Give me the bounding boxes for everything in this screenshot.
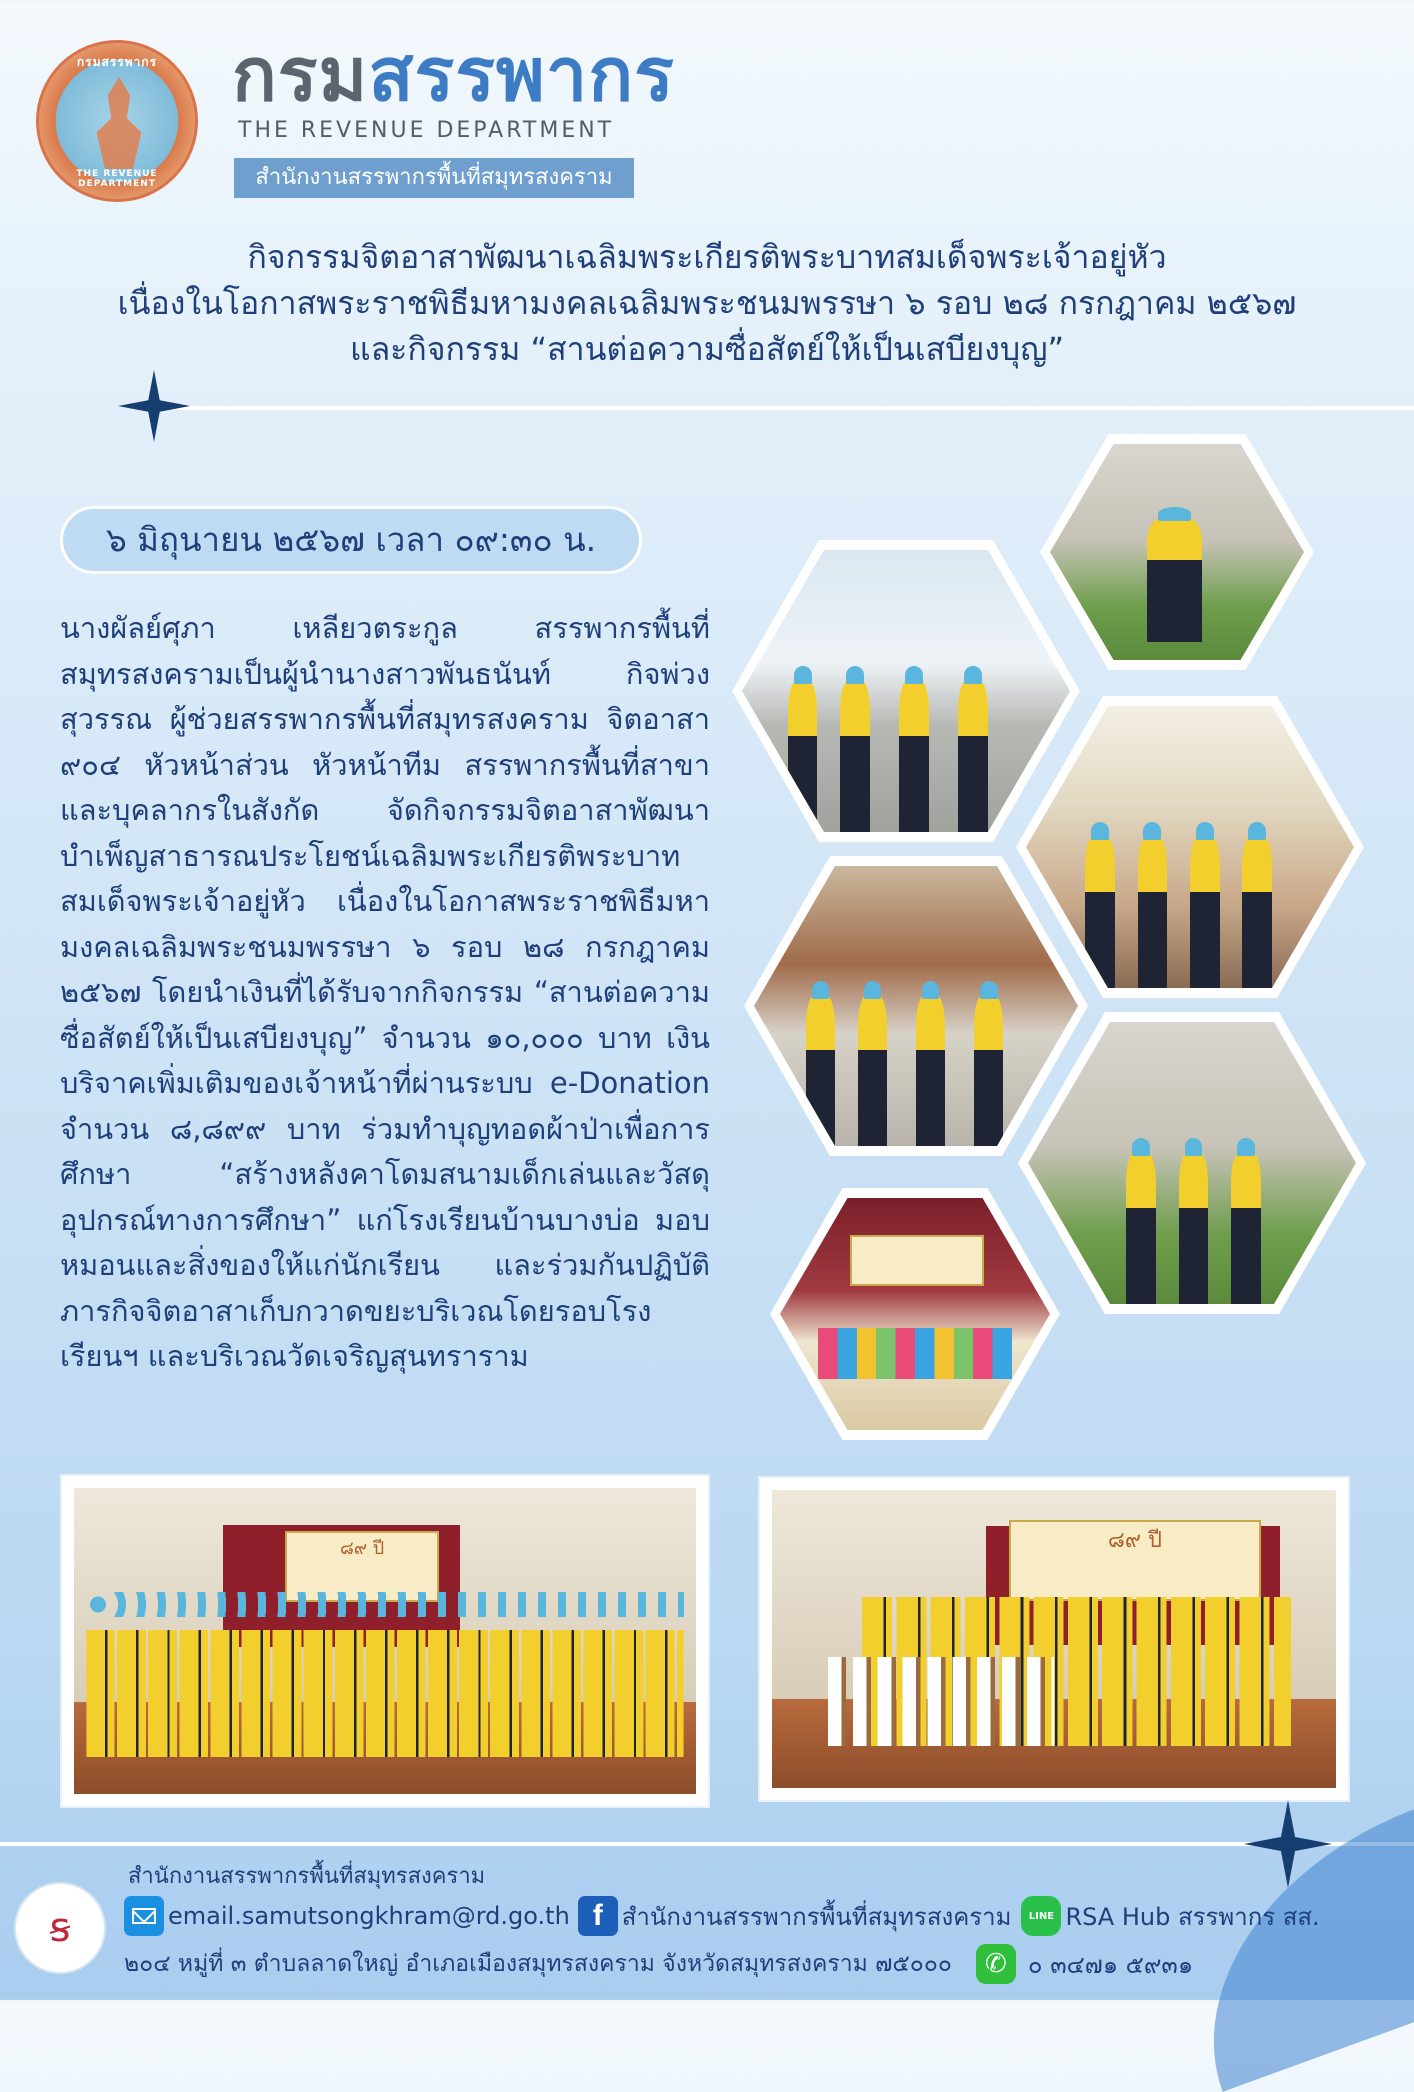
- facebook-icon: f: [578, 1896, 618, 1936]
- photo-street-cleanup: [742, 550, 1070, 832]
- phone-icon: ✆: [976, 1944, 1016, 1984]
- line-icon: LINE: [1021, 1896, 1061, 1936]
- seal-text-bottom: THE REVENUE DEPARTMENT: [76, 169, 158, 189]
- seal-deity-emblem: [91, 77, 147, 169]
- photo-group-donation-image: [74, 1488, 696, 1794]
- photo-garbage-collection: [1028, 1022, 1356, 1304]
- department-logo-wordmark: [232, 32, 675, 118]
- photo-hex-sweeping: [1040, 434, 1314, 670]
- event-description: นางผัลย์ศุภา เหลียวตระกูล สรรพากรพื้นที่สมุทรสงครามเป็นผู้นำนางสาวพันธนันท์ กิจพ่วงสุวรรณ ผู้ช่วยสรรพากรพื้นที่สมุทรสงคราม จิตอาสา ๙๐๔ หัวหน้าส่วน หัวหน้าทีม สรรพากรพื้นที่สาขา และบุคลากรในสังกัด จัดกิจกรรมจิตอาสาพัฒนา บำเพ็ญสาธารณประโยชน์เฉลิมพระเกียรติพระบาทสมเด็จพระเจ้าอยู่หัว เนื่องในโอกาสพระราชพิธีมหามงคลเฉลิมพระชนมพรรษา ๖ รอบ ๒๘ กรกฎาคม ๒๕๖๗ โดยนำเงินที่ได้รับจากกิจกรรม “สานต่อความซื่อสัตย์ให้เป็นเสบียงบุญ” จำนวน ๑๐,๐๐๐ บาท เงินบริจาคเพิ่มเติมของเจ้าหน้าที่ผ่านระบบ e-Donation จำนวน ๘,๘๙๙ บาท ร่วมทำบุญทอดผ้าป่าเพื่อการศึกษา “สร้างหลังคาโดมสนามเด็กเล่นและวัสดุอุปกรณ์ทางการศึกษา” แก่โรงเรียนบ้านบางบ่อ มอบหมอนและสิ่งของให้แก่นักเรียน และร่วมกันปฏิบัติภารกิจจิตอาสาเก็บกวาดขยะบริเวณโดยรอบโรงเรียนฯ และบริเวณวัดเจริญสุนทราราม: [60, 611, 710, 1373]
- banner-text-left: ๘๙ ปี: [285, 1531, 438, 1602]
- sparkle-star-icon: [118, 370, 190, 442]
- title-line-3: และกิจกรรม “สานต่อความซื่อสัตย์ให้เป็นเสบียงบุญ”: [349, 330, 1065, 368]
- photo-students-gifts: [760, 1478, 1348, 1800]
- footer-phone[interactable]: ๐ ๓๔๗๑ ๕๙๓๑: [1027, 1950, 1194, 1979]
- photo-group-donation: [62, 1476, 708, 1806]
- event-date-pill: ๖ มิถุนายน ๒๕๖๗ เวลา ๐๙:๓๐ น.: [60, 506, 642, 574]
- title-line-1: กิจกรรมจิตอาสาพัฒนาเฉลิมพระเกียรติพระบาทสมเด็จพระเจ้าอยู่หัว: [247, 238, 1167, 276]
- photo-hex-street-cleanup: [732, 540, 1080, 842]
- footer-address: ๒๐๔ หมู่ที่ ๓ ตำบลลาดใหญ่ อำเภอเมืองสมุทรสงคราม จังหวัดสมุทรสงคราม ๗๕๐๐๐: [124, 1951, 952, 1977]
- photo-donation-items: [780, 1198, 1050, 1430]
- footer-email[interactable]: email.samutsongkhram@rd.go.th: [168, 1902, 570, 1930]
- photo-students-gifts-image: [772, 1490, 1336, 1788]
- mail-icon: [124, 1896, 164, 1936]
- footer-facebook[interactable]: สำนักงานสรรพากรพื้นที่สมุทรสงคราม: [621, 1902, 1012, 1931]
- footer-address-row: [124, 1944, 1193, 1984]
- office-name-bar: สำนักงานสรรพากรพื้นที่สมุทรสงคราม: [234, 158, 634, 198]
- photo-temple-cleanup: [754, 866, 1078, 1146]
- header-divider: [150, 406, 1414, 410]
- revenue-department-seal: [36, 40, 198, 202]
- photo-hex-garbage-collection: [1018, 1012, 1366, 1314]
- banner-text-right: ๘๙ ปี: [1009, 1520, 1261, 1601]
- department-name-english: THE REVENUE DEPARTMENT: [238, 118, 615, 143]
- footer-contact-row: [124, 1896, 1320, 1936]
- footer-divider: [0, 1842, 1414, 1846]
- logo-part-2: สรรพากร: [368, 32, 675, 118]
- page-title: [60, 234, 1354, 372]
- title-line-2: เนื่องในโอกาสพระราชพิธีมหามงคลเฉลิมพระชนมพรรษา ๖ รอบ ๒๘ กรกฎาคม ๒๕๖๗: [117, 284, 1297, 322]
- photo-hex-temple-cleanup: [744, 856, 1088, 1156]
- footer-line-account[interactable]: RSA Hub สรรพากร สส.: [1065, 1902, 1320, 1931]
- photo-sweeping-road: [1050, 444, 1304, 660]
- logo-part-1: กรม: [232, 32, 369, 118]
- footer-office-name: สำนักงานสรรพากรพื้นที่สมุทรสงคราม: [128, 1864, 486, 1889]
- photo-hex-donations: [770, 1188, 1060, 1440]
- seal-text-top: กรมสรรพากร: [76, 55, 158, 69]
- office-mascot-logo: ꞩ: [14, 1882, 106, 1974]
- photo-classroom-gathering: [1026, 706, 1354, 988]
- photo-hex-classroom: [1016, 696, 1364, 998]
